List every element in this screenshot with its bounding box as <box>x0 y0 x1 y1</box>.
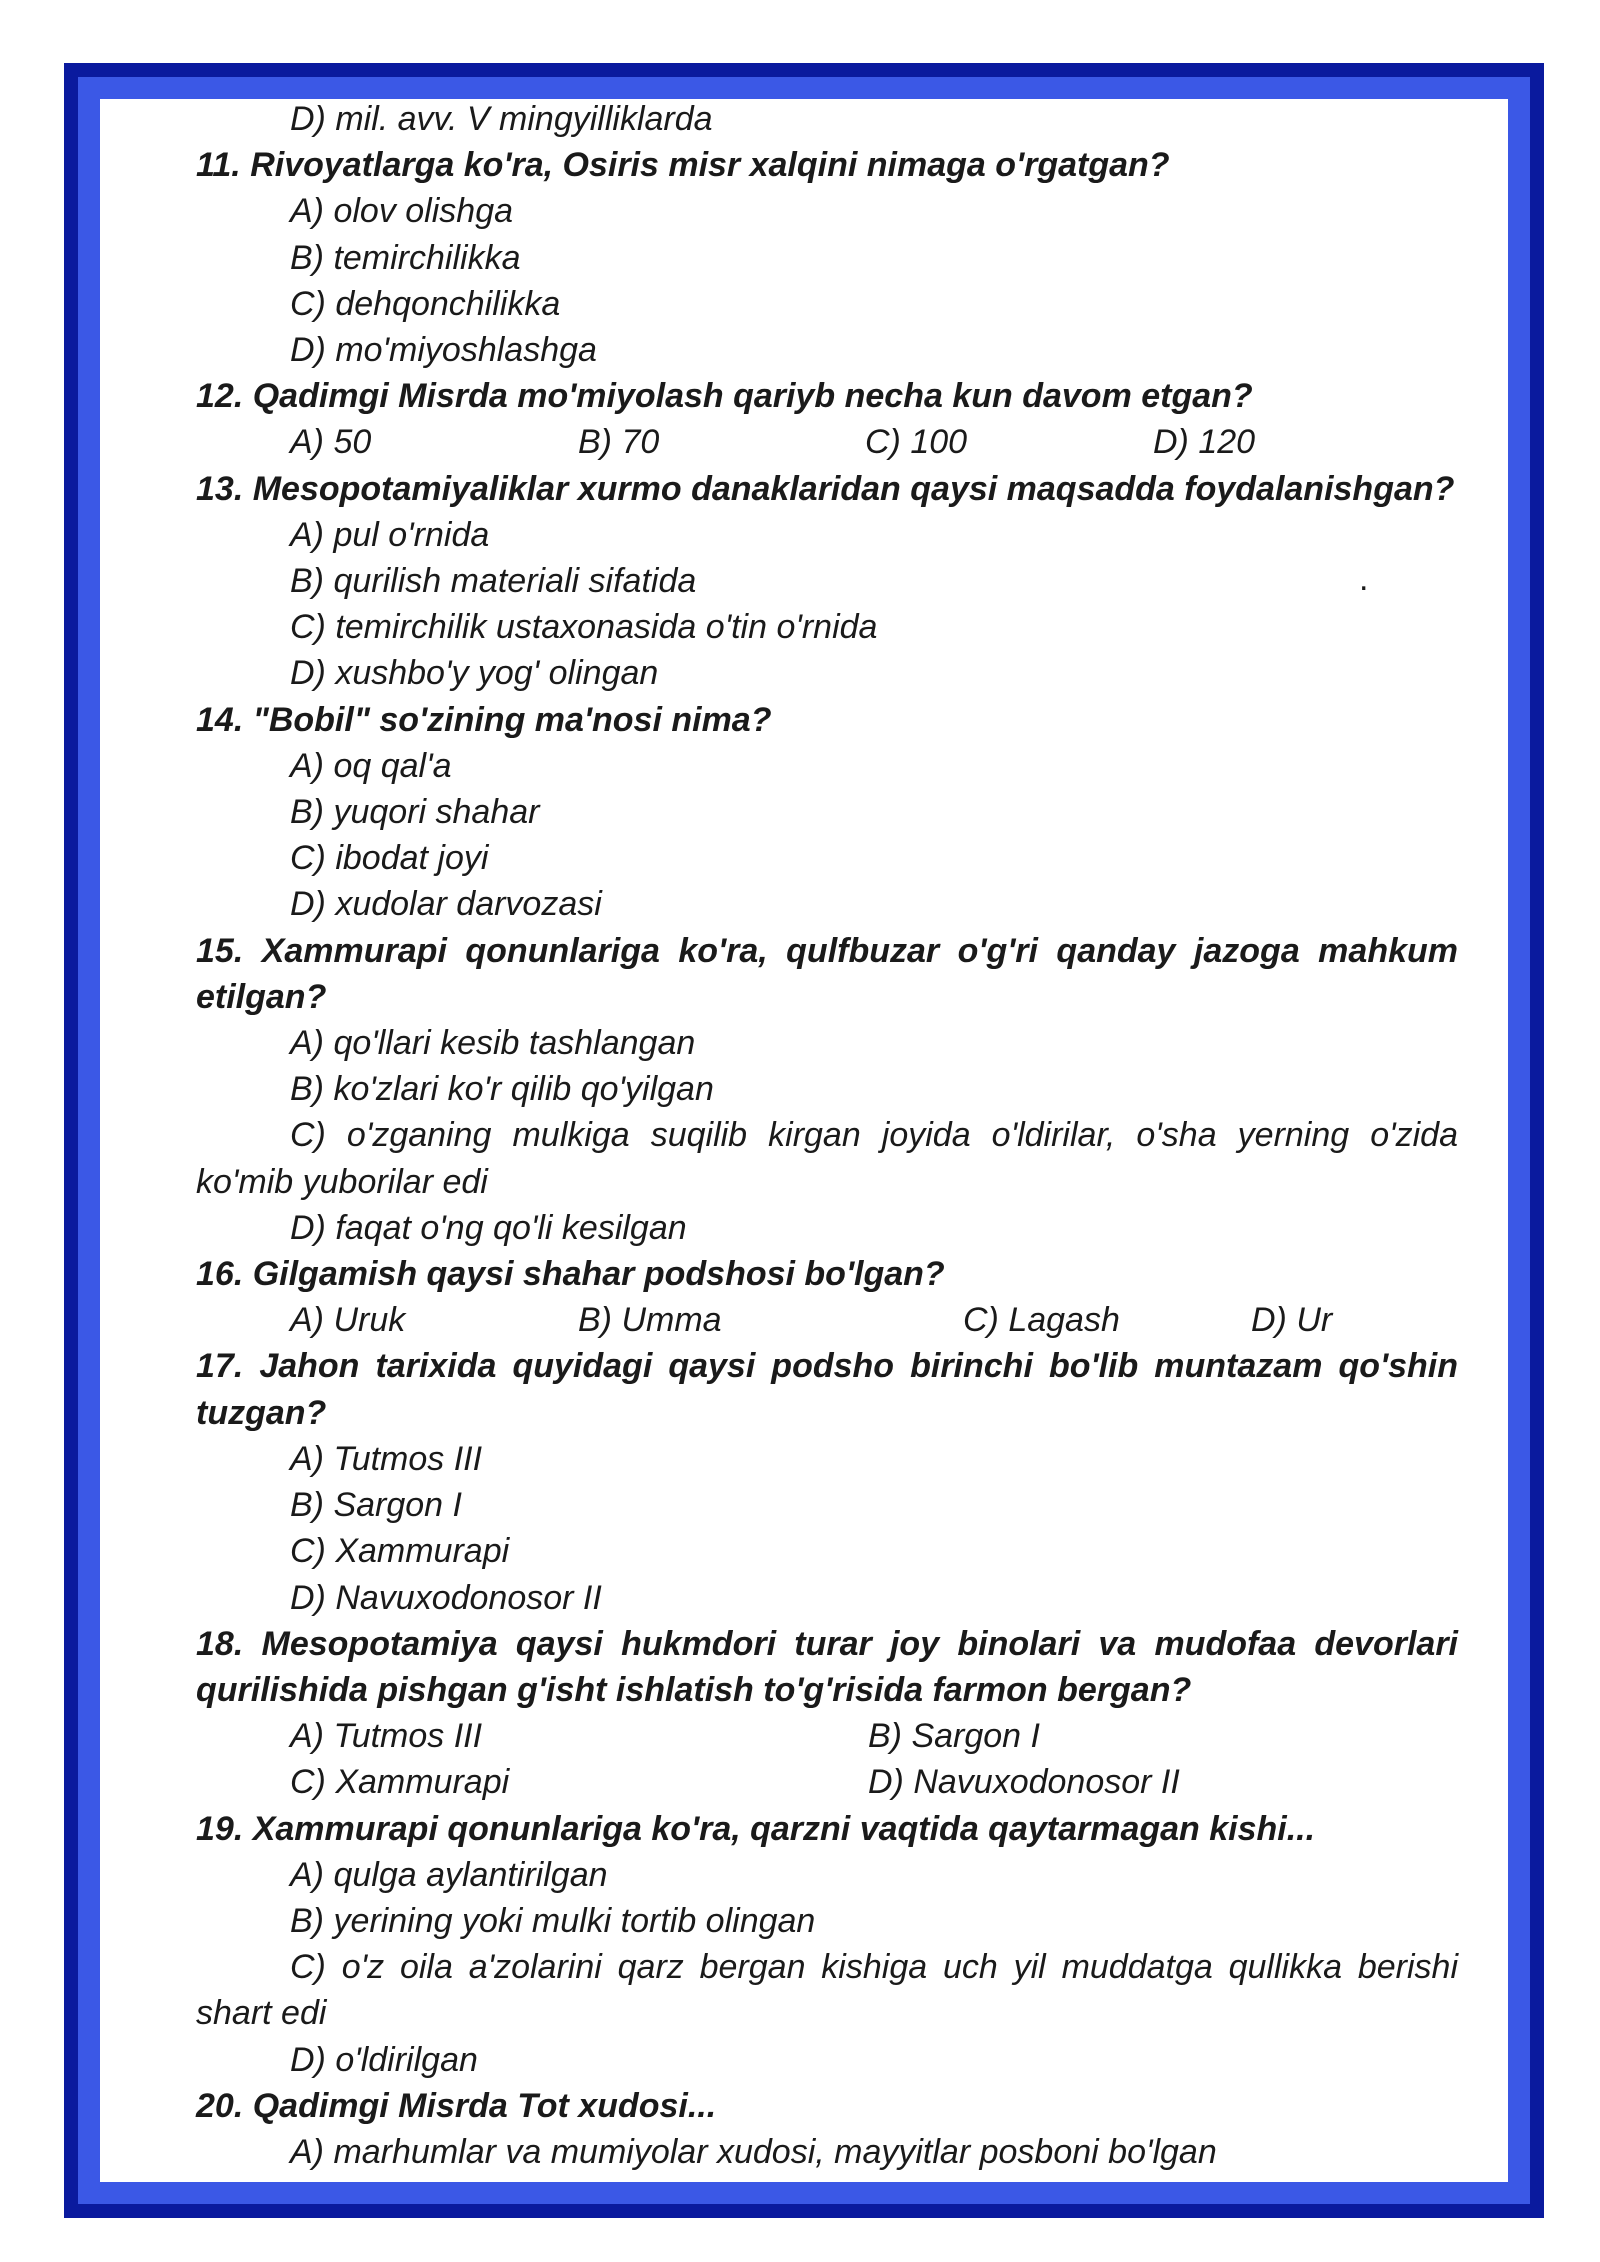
question-text: 16. Gilgamish qaysi shahar podshosi bo'lgan? <box>196 1255 945 1294</box>
answer-option: B) ko'zlari ko'r qilib qo'yilgan <box>290 1070 714 1109</box>
answer-options-row <box>196 419 1458 465</box>
answer-options-row <box>196 1759 1458 1805</box>
answer-option: B) Umma <box>578 1301 722 1340</box>
answer-option: C) Xammurapi <box>290 1532 510 1571</box>
answer-option: C) Lagash <box>963 1301 1120 1340</box>
answer-option: A) qo'llari kesib tashlangan <box>290 1024 696 1063</box>
stray-mark: . <box>1359 560 1369 598</box>
answer-option: D) xudolar darvozasi <box>290 885 602 924</box>
quiz-content <box>196 96 1458 2175</box>
question-text: 11. Rivoyatlarga ko'ra, Osiris misr xalqini nimaga o'rgatgan? <box>196 146 1170 185</box>
answer-option: D) 120 <box>1153 423 1256 462</box>
answer-option: A) pul o'rnida <box>290 515 490 554</box>
answer-option: B) Sargon I <box>868 1717 1040 1756</box>
question-text: 15. Xammurapi qonunlariga ko'ra, qulfbuzar o'g'ri qanday jazoga mahkum etilgan? <box>196 931 1458 1016</box>
answer-option: A) oq qal'a <box>290 746 452 785</box>
question-text: 18. Mesopotamiya qaysi hukmdori turar joy binolari va mudofaa devorlari qurilishida pishgan g'isht ishlatish to'g'risida farmon bergan? <box>196 1624 1458 1709</box>
answer-option: A) marhumlar va mumiyolar xudosi, mayyitlar posboni bo'lgan <box>290 2132 1217 2171</box>
answer-option: C) 100 <box>865 423 968 462</box>
answer-options-row <box>196 1713 1458 1759</box>
answer-option: B) qurilish materiali sifatida <box>290 562 697 601</box>
answer-option: D) mo'miyoshlashga <box>290 331 597 370</box>
answer-option: A) Tutmos III <box>290 1439 483 1478</box>
question-text: 17. Jahon tarixida quyidagi qaysi podsho birinchi bo'lib muntazam qo'shin tuzgan? <box>196 1347 1458 1432</box>
answer-option: A) Tutmos III <box>290 1717 483 1756</box>
question-text: 20. Qadimgi Misrda Tot xudosi... <box>196 2086 717 2125</box>
answer-option: C) Xammurapi <box>290 1763 510 1802</box>
answer-option: C) temirchilik ustaxonasida o'tin o'rnida <box>290 608 878 647</box>
answer-option: D) Ur <box>1251 1301 1333 1340</box>
answer-option: A) 50 <box>290 423 372 462</box>
answer-option: C) o'z oila a'zolarini qarz bergan kishiga uch yil muddatga qullikka berishi shart edi <box>196 1948 1458 2033</box>
answer-option: B) 70 <box>578 423 660 462</box>
answer-option: D) Navuxodonosor II <box>868 1763 1180 1802</box>
answer-option: A) Uruk <box>290 1301 406 1340</box>
question-text: 13. Mesopotamiyaliklar xurmo danaklaridan qaysi maqsadda foydalanishgan? <box>196 469 1455 508</box>
answer-option: A) qulga aylantirilgan <box>290 1855 608 1894</box>
answer-option: C) ibodat joyi <box>290 839 489 878</box>
answer-option: D) mil. avv. V mingyilliklarda <box>290 100 713 138</box>
answer-option: B) temirchilikka <box>290 238 521 277</box>
question-text: 14. "Bobil" so'zining ma'nosi nima? <box>196 700 772 739</box>
answer-option: D) faqat o'ng qo'li kesilgan <box>290 1208 687 1247</box>
answer-option: D) xushbo'y yog' olingan <box>290 654 659 693</box>
answer-option: D) o'ldirilgan <box>290 2040 478 2079</box>
answer-options-row <box>196 1297 1458 1343</box>
answer-option: C) o'zganing mulkiga suqilib kirgan joyida o'ldirilar, o'sha yerning o'zida ko'mib yuborilar edi <box>196 1116 1458 1201</box>
answer-option: D) Navuxodonosor II <box>290 1578 602 1617</box>
answer-option: A) olov olishga <box>290 192 514 231</box>
question-text: 12. Qadimgi Misrda mo'miyolash qariyb necha kun davom etgan? <box>196 377 1253 416</box>
answer-option: C) dehqonchilikka <box>290 284 561 323</box>
answer-option: B) yuqori shahar <box>290 793 540 832</box>
question-text: 19. Xammurapi qonunlariga ko'ra, qarzni vaqtida qaytarmagan kishi... <box>196 1809 1316 1848</box>
answer-option: B) yerining yoki mulki tortib olingan <box>290 1901 816 1940</box>
answer-option: B) Sargon I <box>290 1486 462 1525</box>
